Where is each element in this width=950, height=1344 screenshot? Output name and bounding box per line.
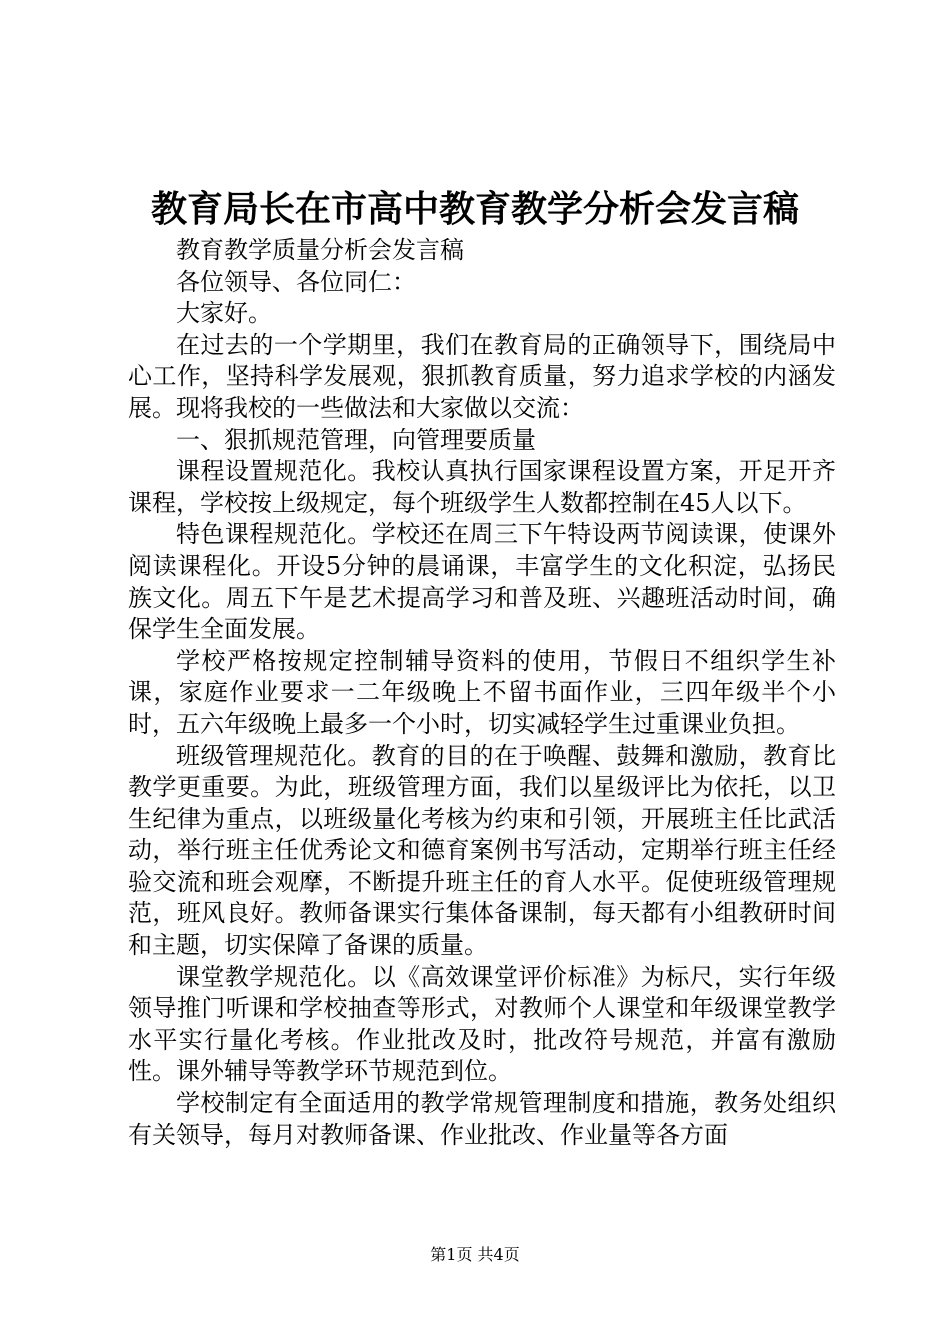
paragraph: 课堂教学规范化。以《高效课堂评价标准》为标尺，实行年级领导推门听课和学校抽查等形式，对教师个人课堂和年级课堂教学水平实行量化考核。作业批改及时，批改符号规范，并富有激励性。课外辅导等教学环节规范到位。 [128, 962, 836, 1086]
paragraph: 大家好。 [176, 299, 272, 328]
paragraph: 课程设置规范化。我校认真执行国家课程设置方案，开足开齐课程，学校按上级规定，每个班级学生人数都控制在45人以下。 [128, 457, 836, 517]
paragraph: 学校制定有全面适用的教学常规管理制度和措施，教务处组织有关领导，每月对教师备课、作业批改、作业量等各方面 [128, 1089, 836, 1149]
paragraph: 教育教学质量分析会发言稿 [176, 236, 464, 264]
document-title: 教育局长在市高中教育教学分析会发言稿 [150, 188, 799, 230]
paragraph: 在过去的一个学期里，我们在教育局的正确领导下，围绕局中心工作，坚持科学发展观，狠抓教育质量，努力追求学校的内涵发展。现将我校的一些做法和大家做以交流： [128, 330, 836, 422]
paragraph: 学校严格按规定控制辅导资料的使用，节假日不组织学生补课，家庭作业要求一二年级晚上不留书面作业，三四年级半个小时，五六年级晚上最多一个小时，切实减轻学生过重课业负担。 [128, 646, 836, 738]
paragraph: 特色课程规范化。学校还在周三下午特设两节阅读课，使课外阅读课程化。开设5分钟的晨诵课，丰富学生的文化积淀，弘扬民族文化。周五下午是艺术提高学习和普及班、兴趣班活动时间，确保学生全面发展。 [128, 520, 836, 644]
paragraph: 班级管理规范化。教育的目的在于唤醒、鼓舞和激励，教育比教学更重要。为此，班级管理方面，我们以星级评比为依托，以卫生纪律为重点，以班级量化考核为约束和引领，开展班主任比武活动，举行班主任优秀论文和德育案例书写活动，定期举行班主任经验交流和班会观摩，不断提升班主任的育人水平。促使班级管理规范，班风良好。教师备课实行集体备课制，每天都有小组教研时间和主题，切实保障了备课的质量。 [128, 741, 836, 960]
document-body [128, 235, 836, 1151]
paragraph: 各位领导、各位同仁： [176, 267, 416, 296]
page-footer: 第1页 共4页 [430, 1245, 520, 1264]
section-heading: 一、狠抓规范管理，向管理要质量 [176, 425, 536, 454]
